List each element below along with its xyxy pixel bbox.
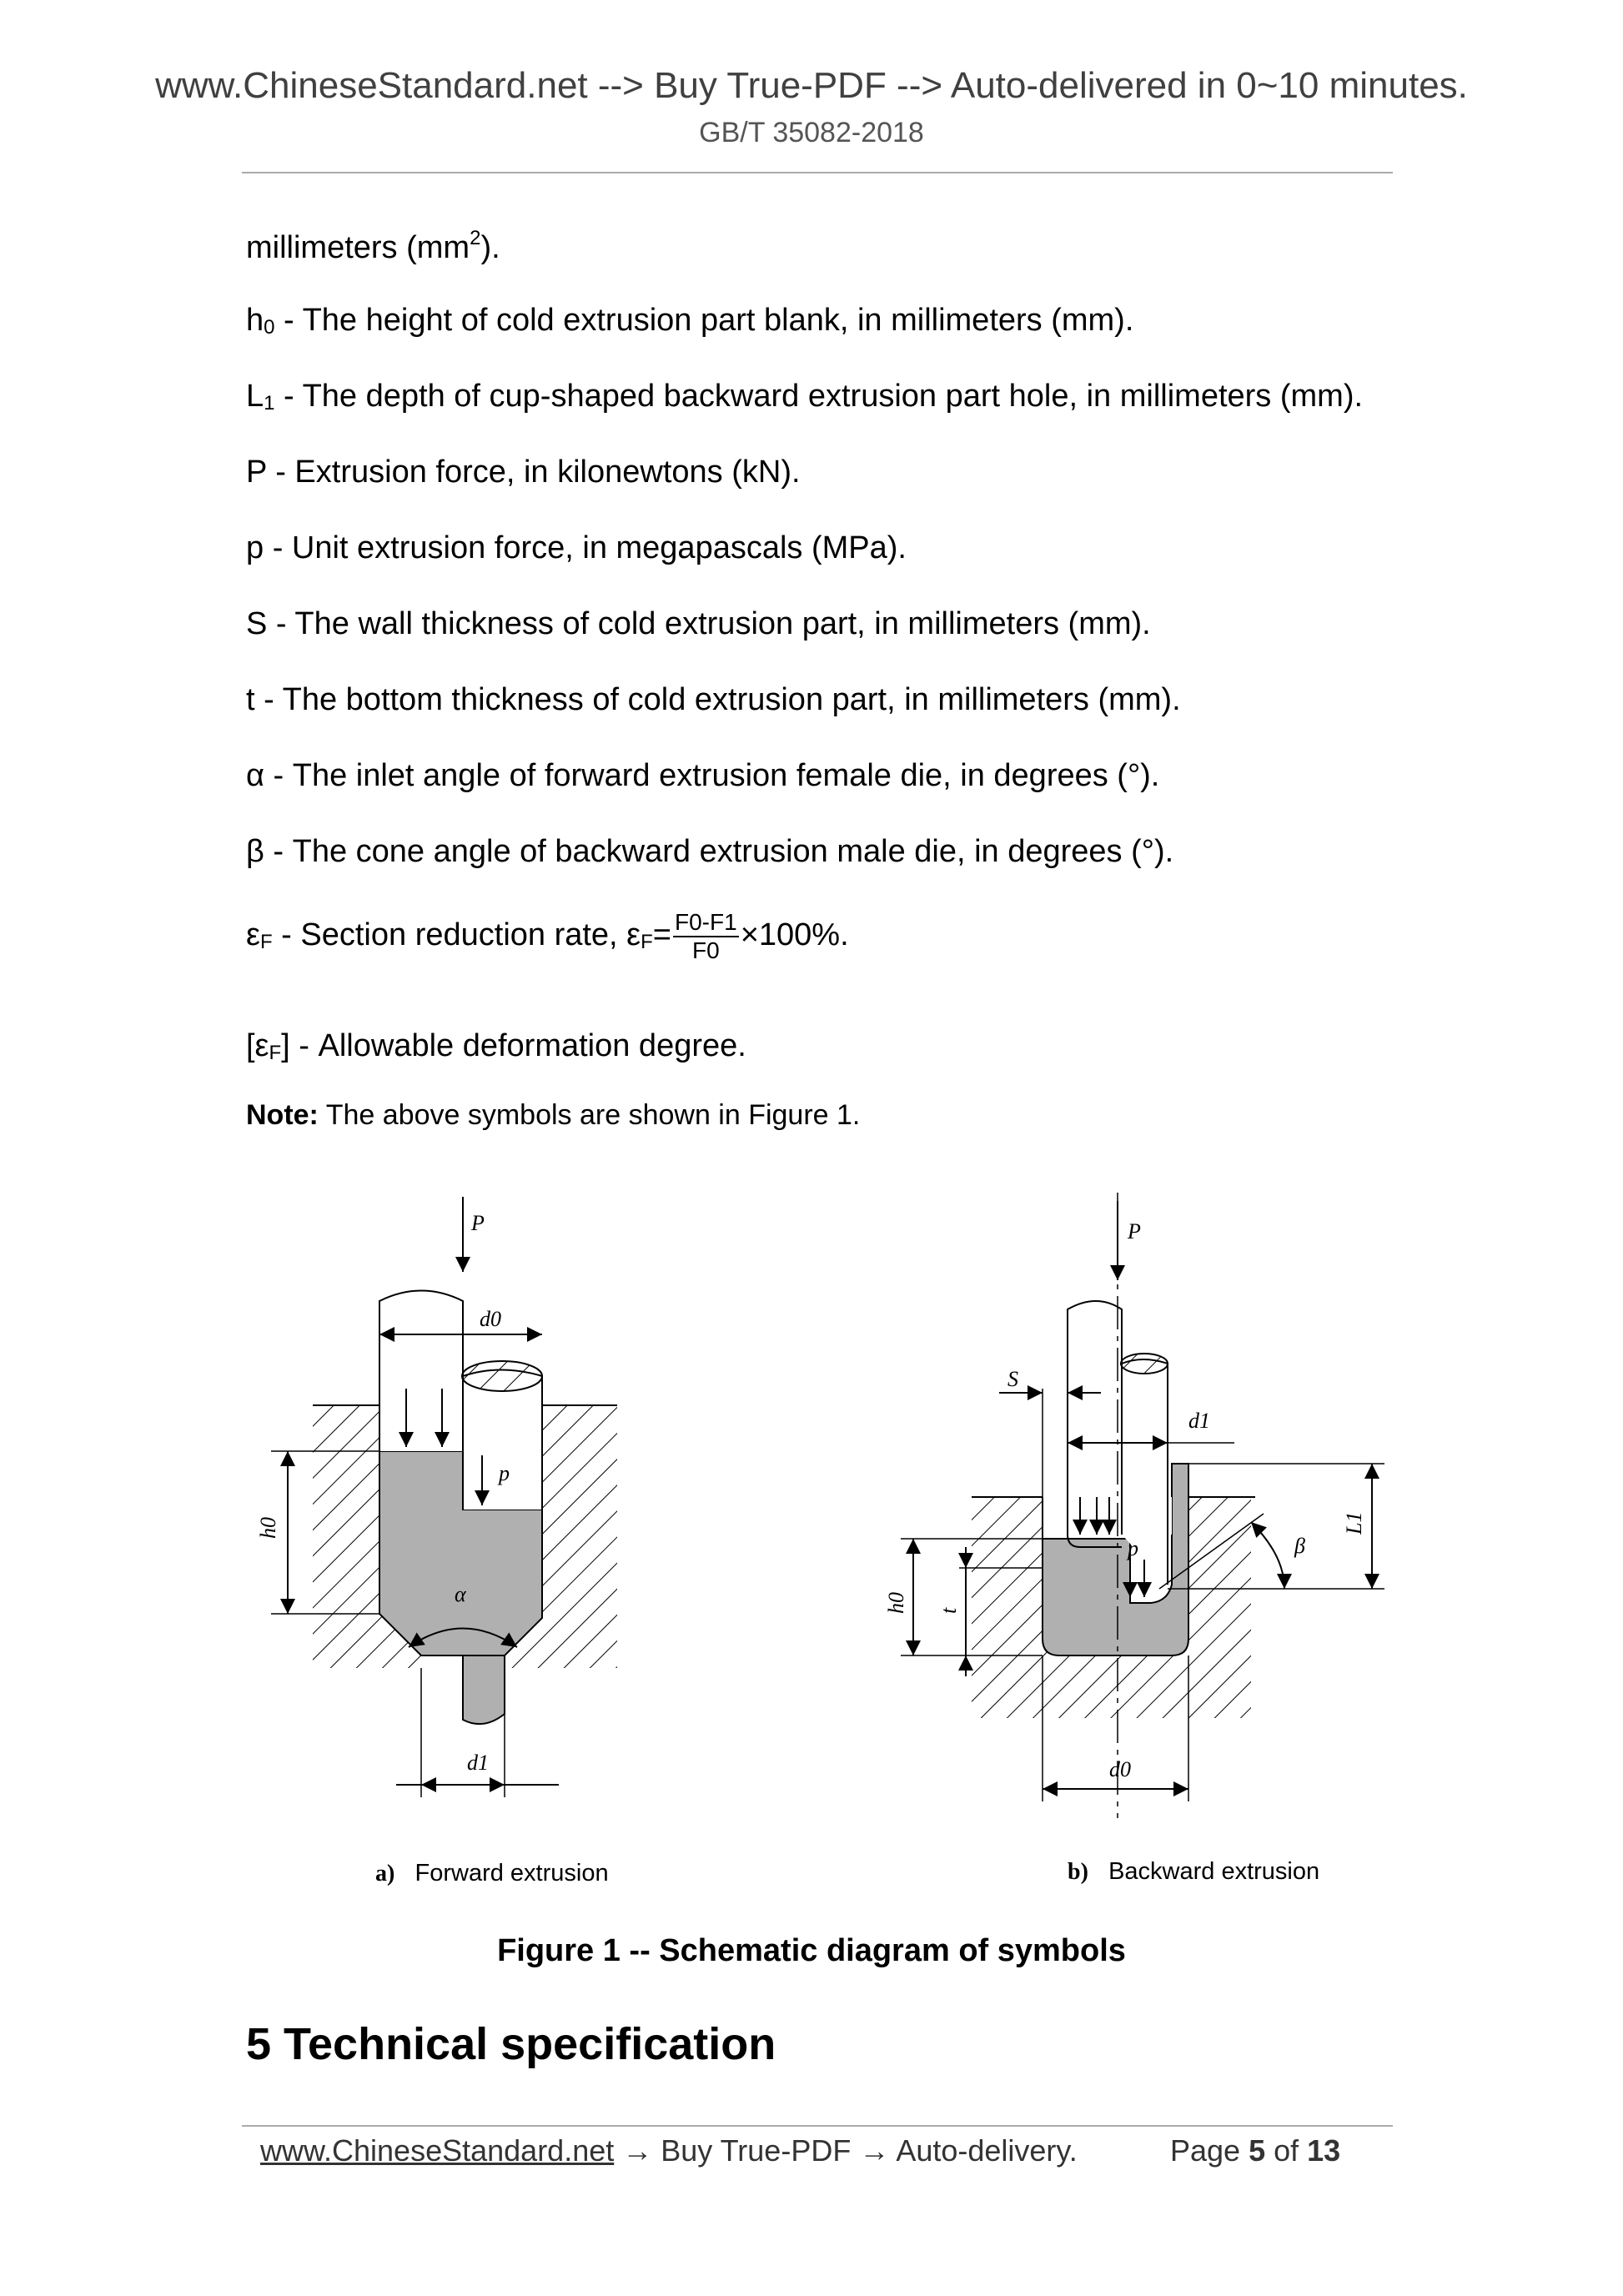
area-unit-line: millimeters $(mm^2)$. bbox=[246, 227, 500, 265]
section-heading: 5 Technical specification bbox=[246, 2019, 776, 2069]
label-h0-a: h0 bbox=[256, 1517, 280, 1539]
P-definition: P - Extrusion force, in kilonewtons (kN). bbox=[246, 455, 801, 490]
label-d0-b: d0 bbox=[1109, 1757, 1131, 1781]
alpha-definition: α - The inlet angle of forward extrusion female die, in degrees (°). bbox=[246, 758, 1160, 793]
t-definition: t - The bottom thickness of cold extrusion part, in millimeters (mm). bbox=[246, 682, 1181, 717]
label-h0-b: h0 bbox=[884, 1592, 908, 1614]
forward-extrusion-diagram bbox=[256, 1197, 617, 1797]
allowable-definition: [εF] - Allowable deformation degree. bbox=[246, 1028, 746, 1064]
epsilon-definition: εF - Section reduction rate, εF= $\frac{F0-F1}{F0}$ ×100%. bbox=[246, 909, 849, 963]
figure-1-diagram bbox=[0, 1168, 1623, 1885]
standard-number: GB/T 35082-2018 bbox=[699, 117, 924, 148]
label-t-b: t bbox=[937, 1607, 961, 1614]
label-d0-a: d0 bbox=[480, 1307, 501, 1331]
footer-rule bbox=[242, 2125, 1393, 2127]
caption-b: b) Backward extrusion bbox=[1068, 1858, 1320, 1885]
label-S-b: S bbox=[1007, 1367, 1018, 1391]
caption-a: a) Forward extrusion bbox=[375, 1860, 609, 1887]
label-d1-a: d1 bbox=[467, 1751, 489, 1775]
header-banner: www.ChineseStandard.net --> Buy True-PDF --> Auto-delivered in 0~10 minutes. bbox=[155, 65, 1468, 106]
label-alpha-a: α bbox=[455, 1582, 466, 1606]
h0-definition: h0 - The height of cold extrusion part blank, in millimeters (mm). bbox=[246, 303, 1134, 339]
label-P-a: P bbox=[471, 1211, 485, 1235]
figure-title: Figure 1 -- Schematic diagram of symbols bbox=[497, 1933, 1126, 1968]
L1-definition: L1 - The depth of cup-shaped backward extrusion part hole, in millimeters (mm). bbox=[246, 379, 1364, 414]
beta-definition: β - The cone angle of backward extrusion male die, in degrees (°). bbox=[246, 834, 1174, 869]
label-p-b: p bbox=[1128, 1536, 1138, 1560]
footer-link[interactable]: www.ChineseStandard.net → Buy True-PDF → Auto-delivery. bbox=[260, 2133, 1078, 2168]
S-definition: S - The wall thickness of cold extrusion part, in millimeters (mm). bbox=[246, 606, 1151, 641]
label-P-b: P bbox=[1128, 1219, 1141, 1243]
label-L1-b: L1 bbox=[1342, 1511, 1366, 1535]
p-definition: p - Unit extrusion force, in megapascals (MPa). bbox=[246, 530, 907, 565]
reduction-fraction: $\frac{F0-F1}{F0}$ bbox=[675, 909, 737, 963]
label-p-a: p bbox=[499, 1461, 510, 1485]
header-rule bbox=[242, 172, 1393, 173]
note: Note: The above symbols are shown in Figure 1. bbox=[246, 1099, 861, 1131]
backward-extrusion-diagram bbox=[884, 1193, 1384, 1818]
label-beta-b: β bbox=[1294, 1534, 1305, 1558]
label-d1-b: d1 bbox=[1188, 1409, 1210, 1433]
page-number: Page 5 of 13 bbox=[1170, 2133, 1341, 2168]
